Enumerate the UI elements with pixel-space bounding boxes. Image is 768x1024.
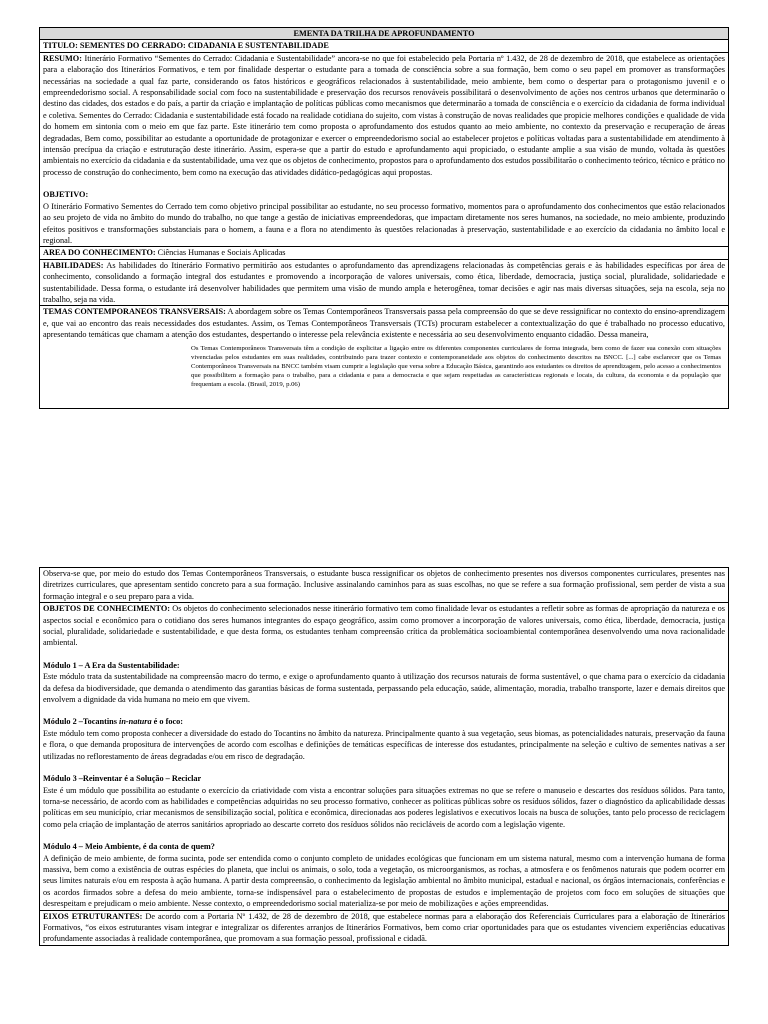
habilidades-text: As habilidades do Itinerário Formativo permitirão aos estudantes o aprofundamento das aprendizagens relacionadas às competências gerais e às habilidades específicas por área de conhecimento, consolidando a formação integral dos estudantes e promovendo a incorporação de valores universais, como ética, liberdade, democracia, justiça social, pluralidade, solidariedade e sustentabilidade. Dessa forma, o estudante irá desenvolver habilidades que permitem uma visão de mundo ampla e heterogênea, tomar decisões e agir nas mais diversas situações, seja na escola, seja no trabalho, seja na vida.	[43, 260, 725, 304]
area-label: AREA DO CONHECIMENTO:	[43, 248, 156, 258]
resumo-section	[40, 52, 728, 247]
objetivo-text: O Itinerário Formativo Sementes do Cerrado tem como objetivo principal possibilitar ao estudante, no seu processo formativo, momentos para o aprofundamento dos conhecimentos que estão relacionados ao seu projeto de vida no âmbito do mundo do trabalho, no que tange a gestão de iniciativas empreendedoras, que impactam diretamente nos seres humanos, na sociedade, no meio ambiente, produzindo efeitos positivos e transformações substanciais para o homem, a fauna e a flora no atendimento às questões relacionadas à preservação, sustentabilidade e ao exercício da cidadania no âmbito local e regional.	[43, 201, 725, 245]
page-1	[39, 27, 729, 409]
habilidades-label: HABILIDADES:	[43, 260, 104, 270]
modulo-2-text: Este módulo tem como proposta conhecer a diversidade do estado do Tocantins no âmbito da natureza. Principalmente quanto à sua vegetação, seus biomas, as potencialidades naturais, preservação da fauna e flora, o que demanda propositura de intervenções de acordo com escolhas e definições de temáticas específicas de interesse dos estudantes, principalmente na seleção e cultivo de sementes nativas a ser utilizadas no reflorestamento de áreas degradadas e/ou em risco de degradação.	[43, 728, 725, 761]
eixos-section	[40, 910, 728, 945]
observa-section	[40, 568, 728, 602]
continuation-table	[39, 567, 729, 946]
objetos-label: OBJETOS DE CONHECIMENTO:	[43, 604, 171, 614]
habilidades-section	[40, 259, 728, 306]
area-text: Ciências Humanas e Sociais Aplicadas	[155, 248, 286, 258]
eixos-text: De acordo com a Portaria Nº 1.432, de 28 de dezembro de 2018, que estabelece normas para a elaboração dos Referenciais Curriculares para a elaboração de Itinerários Formativos, “os eixos estruturantes visam integrar e integralizar os diferentes arranjos de Itinerários Formativos, bem como criar oportunidades para que os estudantes vivenciem experiências educativas profundamente associadas à realidade contemporânea, que promovam a sua formação pessoal, profissional e cidadã.	[43, 911, 725, 944]
temas-section	[40, 305, 728, 407]
modulo-1-title: Módulo 1 – A Era da Sustentabilidade:	[43, 660, 180, 670]
modulo-1-text: Este módulo trata da sustentabilidade na compreensão macro do termo, e exige o aprofundamento quanto à utilização dos recursos naturais de forma sustentável, o que chama para o exercício da cidadania da defesa da biodiversidade, que demanda o atendimento das garantias básicas de forma sustentada, perpassando pela educação, saúde, alimentação, moradia, trabalho transporte, lazer e demais direitos que envolvem a dignidade da vida humana no meio em que vivem.	[43, 672, 725, 705]
table-header: EMENTA DA TRILHA DE APROFUNDAMENTO	[40, 28, 728, 39]
ementa-table	[39, 27, 729, 409]
modulo-3-title: Módulo 3 –Reinventar é a Solução – Reciclar	[43, 774, 202, 784]
block-quote: Os Temas Contemporâneos Transversais têm a condição de explicitar a ligação entre os diferentes componentes curriculares de forma integrada, bem como de fazer sua conexão com situações vivenciadas pelos estudantes em suas realidades, contribuindo para trazer contexto e contemporaneidade aos objetos do conhecimento descritos na BNCC. [...] cabe esclarecer que os Temas Contemporâneos Transversais na BNCC também visam cumprir a legislação que versa sobre a Educação Básica, garantindo aos estudantes os direitos de aprendizagem, pelo acesso a conhecimentos que possibilitem a formação para o trabalho, para a cidadania e para a democracia e que sejam respeitadas as características regionais e locais, da cultura, da economia e da população que frequentam a escola. (Brasil, 2019, p.06)	[191, 344, 721, 389]
modulo-2-title	[43, 716, 725, 727]
resumo-text: Itinerário Formativo “Sementes do Cerrado: Cidadania e Sustentabilidade” ancora-se no que foi estabelecido pela Portaria nº 1.432, de 28 de dezembro de 2018, que estabelece as orientações para a elaboração dos Itinerários Formativos, e tem por finalidade despertar o estudante para a tomada de consciência sobre a sua formação, bem como o seu papel em promover as transformações necessárias na sociedade a qual faz parte, considerando os fatos históricos e geográficos relacionados à sustentabilidade, meio ambiente, bem como o despertar para o protagonismo juvenil e o empreendedorismo social. A responsabilidade social com foco na sustentabilidade e preservação dos recursos renováveis possibilitará o desenvolvimento de ações nos centros urbanos que determinarão o destino das cidades, dos estados e do país, a partir da criação e implantação de políticas públicas como mecanismos que determinarão a tomada de consciência e o exercício da cidadania de forma individual e coletiva. Sementes do Cerrado: Cidadania e sustentabilidade está focado na realidade cotidiana do sujeito, com vistas à construção de novas realidades que propicie melhores condições e qualidade de vida do homem em sintonia com o meio em que faz parte. Este itinerário tem como proposta o aprofundamento dos estudos quanto ao meio ambiente, no contexto da preservação e recuperação de áreas degradadas, Bem como, possibilitar ao estudante a oportunidade de protagonizar e exercer o empreendedorismo social ao estabelecer projetos e políticas voltadas para a sustentabilidade em atendimento à intensão precípua da criação e estruturação deste itinerário. Assim, espera-se que a partir do estudo e aprofundamento aqui propiciado, o estudante amplie a sua visão de mundo, voltada às questões ambientais no exercício da cidadania e da sustentabilidade, uma vez que os objetos de conhecimento, propostos para o aprofundamento dos estudos possibilitarão o conhecimento teórico, técnico e prático no processo de construção do conhecimento, bem como na execução das atividades didático-pedagógicas aqui propostas.	[43, 53, 726, 177]
page-title: TITULO: SEMENTES DO CERRADO: CIDADANIA E SUSTENTABILIDADE	[40, 39, 728, 51]
objetos-section	[40, 602, 728, 909]
modulo-2-title-a: Módulo 2 –Tocantins	[43, 717, 120, 727]
observa-text: Observa-se que, por meio do estudo dos Temas Contemporâneos Transversais, o estudante busca ressignificar os objetos de conhecimento presentes nos diversos componentes curriculares, presentes nas diretrizes curriculares, que apresentam sentido concreto para a sua formação. Inclusive assinalando caminhos para as suas escolhas, no que se refere a sua formação profissional, sem perder de vista a sua formação integral e o seu preparo para a vida.	[43, 569, 725, 601]
eixos-label: EIXOS ETRUTURANTES:	[43, 911, 143, 921]
modulo-2-title-italic: in-natura	[119, 717, 152, 727]
temas-text: A abordagem sobre os Temas Contemporâneos Transversais passa pela compreensão do que se deve ressignificar no contexto do ensino-aprendizagem e, que vai ao encontro das reais necessidades dos estudantes. Assim, os Temas Contemporâneos Transversais (TCTs) procuram estabelecer a contextualização do que é trabalhado no processo educativo, apresentando temáticas que chamam a atenção dos estudantes, despertando o interesse pela relevância existente e necessária ao seu desenvolvimento enquanto cidadão. Dessa maneira,	[43, 307, 725, 340]
modulo-2-title-c: é o foco:	[151, 717, 183, 727]
objetos-text: Os objetos do conhecimento selecionados nesse itinerário formativo tem como finalidade levar os estudantes a refletir sobre as formas de apropriação da natureza e os aspectos social e econômico para o cotidiano dos seres humanos integrantes do espaço geográfico, assim como promover a incorporação de valores universais, como ética, liberdade, democracia, justiça social, pluralidade, solidariedade e sustentabilidade, e que desta forma, os estudantes tenham compreensão crítica da problemática socioambiental contemporânea desenvolvendo uma nova racionalidade ambiental.	[43, 604, 725, 648]
modulo-3-text: Este é um módulo que possibilita ao estudante o exercício da criatividade com vista a encontrar soluções para situações extremas no que se refere o manuseio e descartes dos resíduos sólidos. Para tanto, torna-se necessário, de acordo com as habilidades e competências adquiridas no seu processo formativo, conhecer as políticas públicas sobre os resíduos sólidos, fazer o diagnóstico da aplicabilidade dessas políticas em seu município, criar mecanismos de sensibilização social, política e econômica, direcionadas aos poderes legislativos e executivos locais na busca de soluções, tanto pelo processo de reciclagem como pela criação de implantação de aterros sanitários apropriado ao descarte correto dos resíduos sólidos não recicláveis de acordo com a legislação vigente.	[43, 785, 725, 829]
resumo-label: RESUMO:	[43, 53, 82, 63]
area-section	[40, 246, 728, 258]
modulo-4-text: A definição de meio ambiente, de forma sucinta, pode ser entendida como o conjunto completo de unidades ecológicas que funcionam em um sistema natural, mesmo com a intervenção humana de forma massiva, bem como a existência de outras espécies do planeta, que inclui os animais, o solo, toda a vegetação, os microorganismos, as rochas, a atmosfera e os fenômenos naturais que podem ocorrer em seus limites naturais e/ou em resposta à ação humana. A partir desta compreensão, o conhecimento da legislação ambiental no âmbito municipal, estadual e nacional, os órgãos internacionais, conferências e os acordos firmados sobre a defesa do meio ambiente, torna-se indispensável para o estabelecimento de propostas de estudos e implementação de projetos com foco em soluções de situações que desrespeitam e prejudicam o meio ambiente. Nesse contexto, o empreendedorismo social materializa-se por meio de mobilizações e ações empreendidas.	[43, 853, 725, 909]
modulo-4-title: Módulo 4 – Meio Ambiente, é da conta de quem?	[43, 842, 215, 852]
temas-label: TEMAS CONTEMPORANEOS TRANSVERSAIS:	[43, 307, 226, 317]
page-2	[39, 567, 729, 946]
objetivo-label: OBJETIVO:	[43, 190, 89, 200]
